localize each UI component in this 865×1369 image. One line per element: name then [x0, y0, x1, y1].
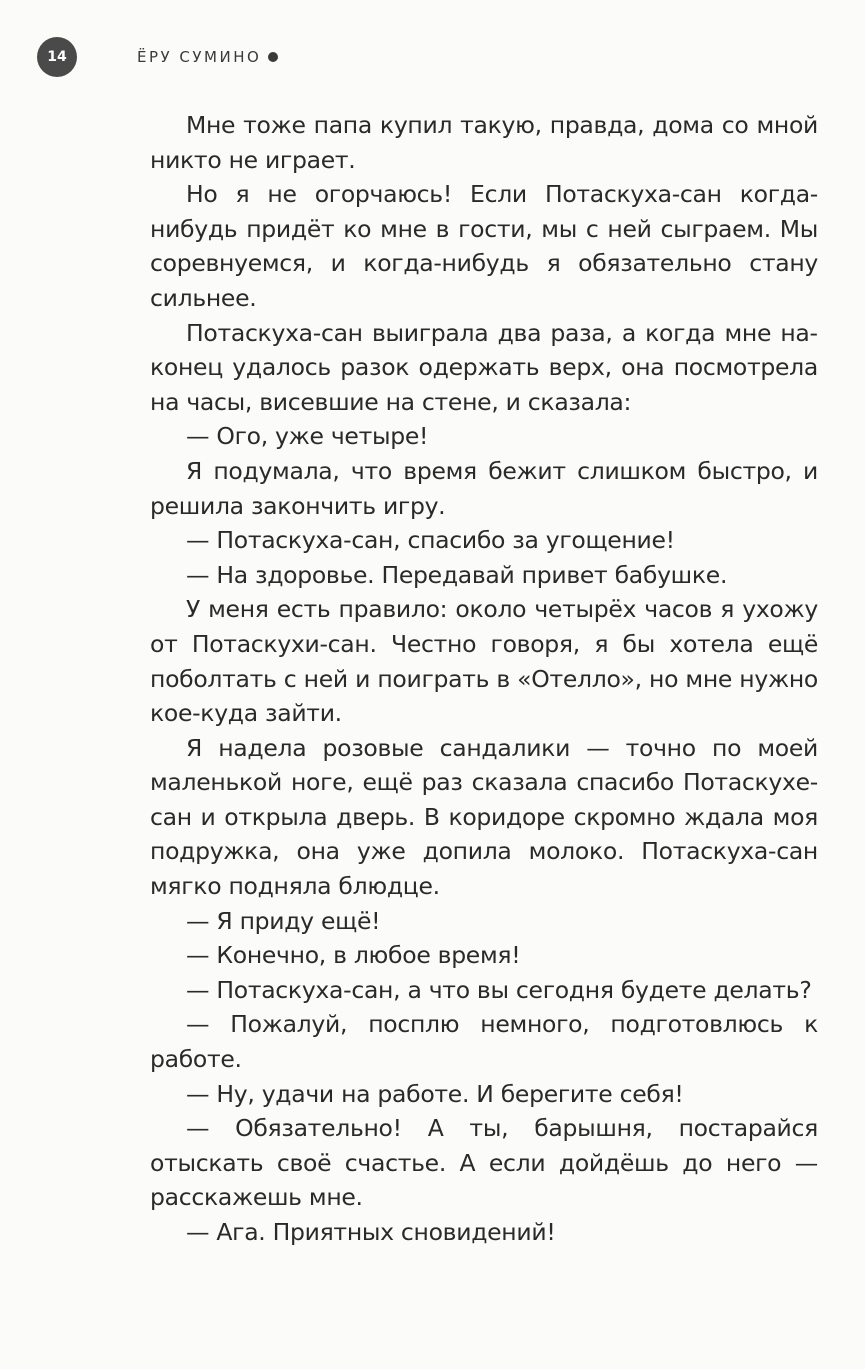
paragraph: Потаскуха-сан выиграла два раза, а когда мне наконец удалось разок одержать верх, она посмотрела на часы, висевшие на стене, и сказала:: [150, 318, 818, 416]
dialogue-line: — Обязательно! А ты, барышня, постарайся отыскать своё счастье. А если дойдёшь до него — расскажешь мне.: [150, 1114, 818, 1212]
page-header: [37, 37, 278, 77]
dialogue-line: — Я приду ещё!: [186, 906, 381, 935]
bullet-dot-icon: [268, 52, 278, 62]
dialogue-line: — Ну, удачи на работе. И берегите себя!: [186, 1079, 684, 1108]
dialogue-line: — Ого, уже четыре!: [186, 422, 429, 451]
paragraph: Я подумала, что время бежит слишком быстро, и решила закончить игру.: [150, 456, 818, 520]
paragraph: У меня есть правило: около четырёх часов я ухожу от Потаскухи-сан. Честно говоря, я бы хотела ещё поболтать с ней и поиграть в «Отелло», но мне нужно кое-куда зайти.: [150, 595, 818, 728]
paragraph: Но я не огорчаюсь! Если Потаскуха-сан когда-нибудь придёт ко мне в гости, мы с ней сыграем. Мы соревнуемся, и когда-нибудь я обязательно стану сильнее.: [150, 180, 818, 312]
body-text: [150, 108, 818, 1250]
page-number-badge: 14: [37, 37, 77, 77]
dialogue-line: — Потаскуха-сан, а что вы сегодня будете делать?: [186, 975, 812, 1004]
running-head-author: [137, 48, 278, 66]
dialogue-line: — На здоровье. Передавай привет бабушке.: [186, 560, 728, 589]
dialogue-line: — Конечно, в любое время!: [186, 941, 521, 970]
paragraph: Я надела розовые сандалики — точно по моей маленькой ноге, ещё раз сказала спасибо Потаскухе-сан и открыла дверь. В коридоре скромно ждала моя подружка, она уже допила молоко. Потаскуха-сан мягко подняла блюдце.: [150, 733, 818, 901]
dialogue-line: — Пожалуй, посплю немного, подготовлюсь к работе.: [150, 1010, 818, 1074]
author-name: ЁРУ СУМИНО: [137, 48, 262, 66]
dialogue-line: — Потаскуха-сан, спасибо за угощение!: [186, 526, 675, 555]
paragraph: Мне тоже папа купил такую, правда, дома со мной никто не играет.: [150, 111, 818, 174]
dialogue-line: — Ага. Приятных сновидений!: [186, 1218, 556, 1246]
